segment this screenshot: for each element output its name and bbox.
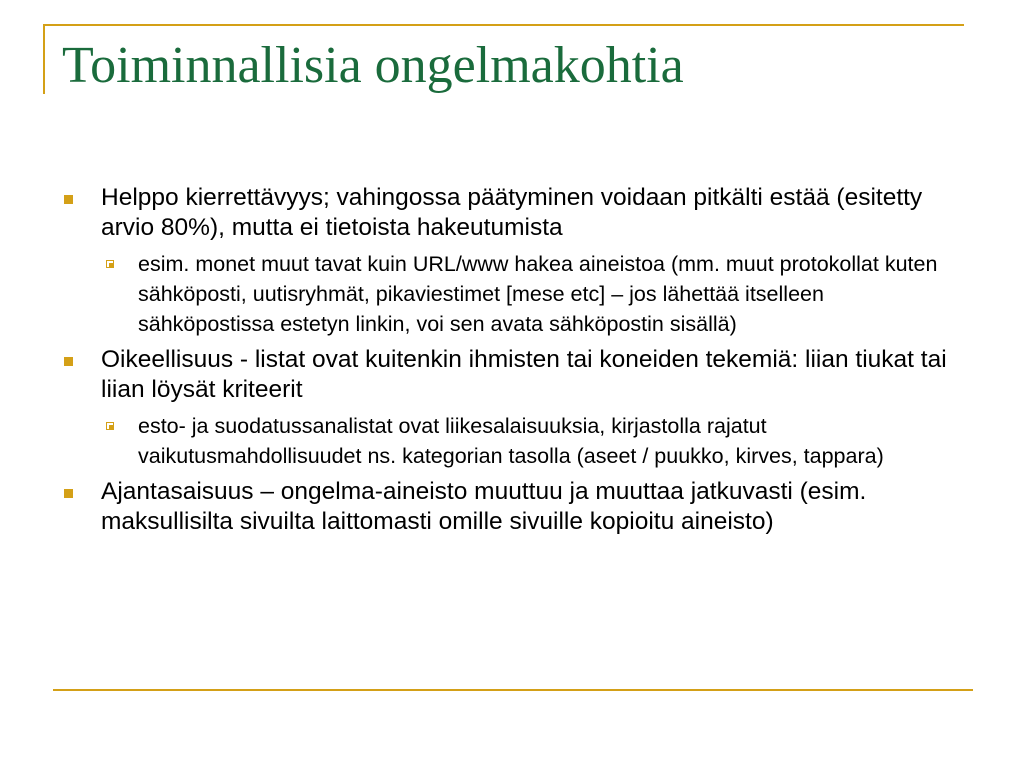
bullet-item-1 (62, 183, 962, 243)
bullet-item-2 (62, 345, 962, 405)
slide-title: Toiminnallisia ongelmakohtia (62, 37, 684, 94)
frame-left-rule (43, 24, 45, 94)
square-bullet-icon (64, 489, 73, 498)
bullet-text-2: Oikeellisuus - listat ovat kuitenkin ihmisten tai koneiden tekemiä: liian tiukat tai liian löysät kriteerit (101, 346, 947, 403)
frame-bottom-rule (53, 689, 973, 691)
frame-top-rule (43, 24, 964, 26)
sub-bullet-item-1-1 (62, 249, 962, 339)
sub-bullet-text-1-1: esim. monet muut tavat kuin URL/www hakea aineistoa (mm. muut protokollat kuten sähköposti, uutisryhmät, pikaviestimet [mese etc] – jos lähettää itselleen sähköpostissa estetyn linkin, voi sen avata sähköpostin sisällä) (138, 252, 938, 336)
square-bullet-icon (64, 357, 73, 366)
sub-bullet-text-2-1: esto- ja suodatussanalistat ovat liikesalaisuuksia, kirjastolla rajatut vaikutusmahdollisuudet ns. kategorian tasolla (aseet / puukko, kirves, tappara) (138, 414, 884, 468)
bullet-text-1: Helppo kierrettävyys; vahingossa päätyminen voidaan pitkälti estää (esitetty arvio 80%), mutta ei tietoista hakeutumista (101, 184, 923, 241)
slide-content (62, 183, 962, 545)
hollow-square-bullet-icon (106, 260, 114, 268)
bullet-text-3: Ajantasaisuus – ongelma-aineisto muuttuu ja muuttaa jatkuvasti (esim. maksullisilta sivuilta laittomasti omille sivuille kopioitu aineisto) (101, 478, 867, 535)
sub-bullet-item-2-1 (62, 411, 962, 471)
bullet-item-3 (62, 477, 962, 537)
square-bullet-icon (64, 195, 73, 204)
hollow-square-bullet-icon (106, 422, 114, 430)
